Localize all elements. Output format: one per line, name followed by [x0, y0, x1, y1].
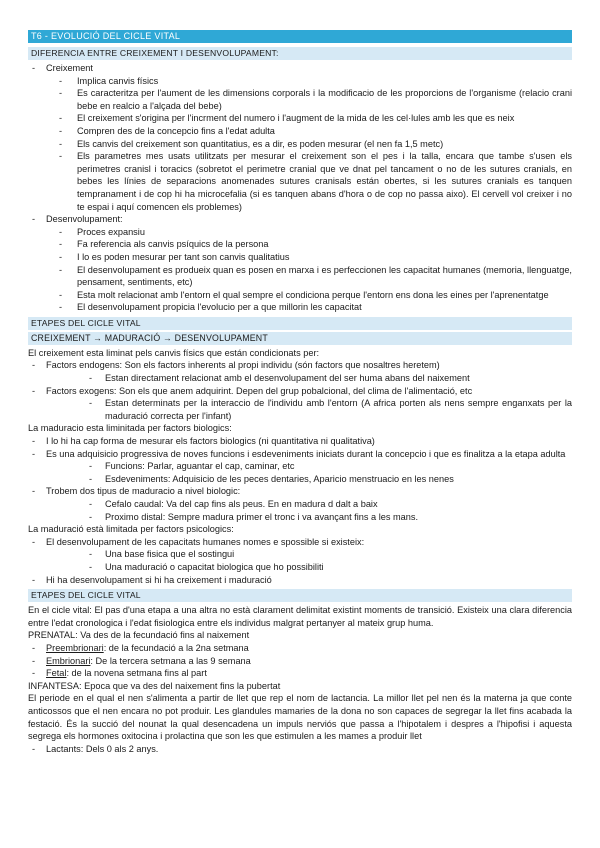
desenvolupament-item: - Proces expansiu: [28, 226, 572, 239]
creixement-item: - Es caracteritza per l'aument de les dimensions corporals i la modificacio de les proporcions de l'organisme (relacio crani bebe en realcio a l'alçada del bebe): [28, 87, 572, 112]
cefalo-caudal-item: - Cefalo caudal: Va del cap fins als peus. En en madura d dalt a baix: [28, 498, 572, 511]
psicologics-item: - El desenvolupament de les capacitats humanes nomes e spossible si existeix:: [28, 536, 572, 549]
factors-exogens: - Factors exogens: Son els que anem adquirint. Depen del grup pobalcional, del clima de l'alimentació, etc: [28, 385, 572, 398]
lactancia-paragraph: El periode en el qual el nen s'alimenta a partir de llet que rep el nom de lactancia. La millor llet pel nen és la materna ja que conte anticossos que el nen encara no pot produir. Les glandules mamaries de la dona no son capaces de segregar la llet fins acabada la festació. És la succió del nounat la qual desencadena un impuls nerviós que passa a l'hipotalem i despres a l'hipofisi i aquesta segrega els hormones oxitocina i prolactina que son les que estimulen a les mames a produir llet: [28, 693, 572, 742]
prenatal-desc: : De la tercera setmana a las 9 semana: [90, 655, 251, 666]
prenatal-item: [28, 667, 572, 680]
proximo-distal-item: - Proximo distal: Sempre madura primer el tronc i va avançant fins a les mans.: [28, 511, 572, 524]
prenatal-heading: PRENATAL: Va des de la fecundació fins al naixement: [28, 630, 250, 641]
creixement-item: - Compren des de la concepcio fins a l'edat adulta: [28, 125, 572, 138]
desenvolupament-item: - El desenvolupament propicia l'evolucio per a que millorin les capacitat: [28, 301, 572, 314]
subheading-creixement-maduracio: CREIXEMENT → MADURACIÓ → DESENVOLUPAMENT: [28, 332, 572, 345]
maduracio-item: - Es una adquisicio progressiva de noves funcions i esdeveniments iniciats durant la concepcio i que es finalitza a la etapa adulta: [28, 448, 572, 461]
base-fisica-item: - Una base fisica que el sostingui: [28, 548, 572, 561]
desenvolupament-item: - Esta molt relacionat amb l'entorn el qual sempre el condiciona perque l'entorn ens dona les eines per l'aprenentatge: [28, 289, 572, 302]
infantesa-heading: INFANTESA: Epoca que va des del naixement fins la pubertat: [28, 680, 281, 691]
prenatal-term: Preembrionari: [46, 642, 104, 653]
desenvolupament-item: - Fa referencia als canvis psíquics de la persona: [28, 238, 572, 251]
creixement-item: - El creixement s'origina per l'incrment del numero i l'augment de la mida de les cel·lules amb les que es neix: [28, 112, 572, 125]
factors-exogens-detail: - Estan determinats per la interaccio de l'individu amb l'entorn (A africa porten als nens sempre enganxats per la maduració correcta per l'infant): [28, 397, 572, 422]
creixement-item: - Implica canvis físics: [28, 75, 572, 88]
desenvolupament-label: - Desenvolupament:: [28, 213, 572, 226]
creixement-item: - Els parametres mes usats utilitzats per mesurar el creixement son el pes i la talla, encara que tambe s'usen els perimetres cranisl i toracics (sobretot el perimetre cranial que ve dnat pel tancament o no de les sutures cranials, en bebes les línies de separacions anomenades sutures cranisals están obertes, si les sutures cranials es tanquen tempranament i de cop hi ha microcefalia (si es tanquen abans d'hora o de cop no passa aixo). El cervell vol creixer i no te espai i aquí comencen els problemes): [28, 150, 572, 213]
lactants-item: - Lactants: Dels 0 als 2 anys.: [28, 743, 572, 756]
maduracio-item: - I lo hi ha cap forma de mesurar els factors biologics (ni quantitativa ni qualitativa): [28, 435, 572, 448]
desenvolupament-conclusion: - Hi ha desenvolupament si hi ha creixement i maduració: [28, 574, 572, 587]
desenvolupament-item: - I lo es poden mesurar per tant son canvis qualitatius: [28, 251, 572, 264]
prenatal-term: Fetal: [46, 668, 67, 679]
cicle-vital-intro: En el cicle vital: El pas d'una etapa a una altra no està clarament delimitat existint moments de transició. Existeix una clara diferencia entre l'edat cronologica i l'edat fisiologica entre els individus malgrat pertanyer al mateix grup huma.: [28, 605, 572, 628]
trobem-item: - Trobem dos tipus de maduracio a nivel biologic:: [28, 485, 572, 498]
document-content: [28, 30, 572, 755]
maduracio-intro: La maduracio esta liminitada per factors biologics:: [28, 423, 232, 434]
esdeveniments-item: - Esdeveniments: Adquisicio de les peces dentaries, Aparicio menstruacio en les nenes: [28, 473, 572, 486]
factors-endogens: - Factors endogens: Son els factors inherents al propi individu (són factors que nosaltres heretem): [28, 359, 572, 372]
creixement-label: - Creixement: [28, 62, 572, 75]
section-heading-etapes: ETAPES DEL CICLE VITAL: [28, 317, 572, 330]
prenatal-desc: : de la novena setmana fins al part: [66, 668, 207, 679]
document-title: T6 - EVOLUCIÓ DEL CICLE VITAL: [28, 30, 572, 43]
prenatal-item: [28, 642, 572, 655]
prenatal-item: [28, 655, 572, 668]
capacitat-biologica-item: - Una maduració o capacitat biologica que ho possibiliti: [28, 561, 572, 574]
section-heading-etapes-2: ETAPES DEL CICLE VITAL: [28, 589, 572, 602]
section-heading-differences: DIFERENCIA ENTRE CREIXEMENT I DESENVOLUPAMENT:: [28, 47, 572, 60]
desenvolupament-item: - El desenvolupament es produeix quan es posen en marxa i es perfeccionen les capacitat humanes (memoria, llenguatge, pensament, sentiments, etc): [28, 264, 572, 289]
psicologics-intro: La maduració està limitada per factors psicologics:: [28, 524, 234, 535]
prenatal-term: Embrionari: [46, 655, 91, 666]
factors-endogens-detail: - Estan directament relacionat amb el desenvolupament del ser huma abans del naixement: [28, 372, 572, 385]
creixement-item: - Els canvis del creixement son quantitatius, es a dir, es poden mesurar (el nen fa 1,5 metc): [28, 138, 572, 151]
prenatal-desc: : de la fecundació a la 2na setmana: [103, 642, 249, 653]
funcions-item: - Funcions: Parlar, aguantar el cap, caminar, etc: [28, 460, 572, 473]
creixement-intro: El creixement esta liminat pels canvis físics que están condicionats per:: [28, 347, 320, 358]
